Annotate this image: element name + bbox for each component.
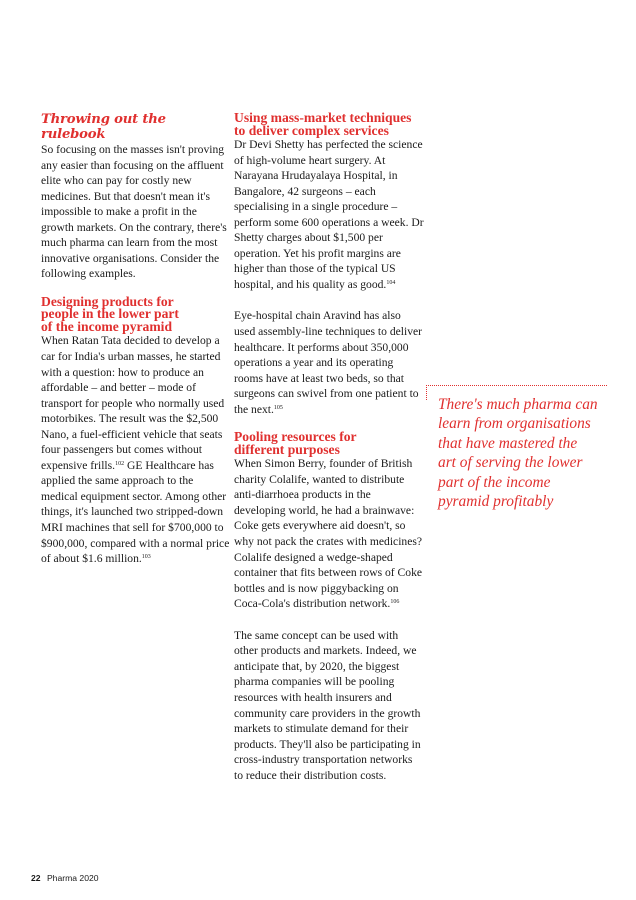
footnote-ref: 105 (273, 404, 283, 411)
pull-quote (438, 395, 636, 511)
section-heading-designing-products (41, 293, 231, 334)
section-heading-mass-market (234, 112, 424, 137)
paragraph-text: When Simon Berry, founder of British charity Colalife, wanted to distribute anti-diarrhoea products in the developing world, he had a brainwave: Coke gets everywhere aid doesn't, so why not pack the crates with medicines? Colalife designed a wedge-shaped container that fits between rows of Coke bottles and is now piggybacking on Coca-Cola's distribution network. (234, 457, 423, 611)
heading-line: different purposes (234, 441, 340, 457)
section-heading-pooling-resources (234, 431, 424, 456)
pull-quote-line: pyramid profitably (438, 493, 554, 511)
heading-line: Pooling resources for (234, 429, 357, 445)
paragraph (234, 308, 424, 417)
paragraph (41, 333, 231, 566)
paragraph: The same concept can be used with other products and markets. Indeed, we anticipate that, by 2020, the biggest pharma companies will be pooling resources with health insurers and community care providers in the growth markets to stimulate demand for their products. They'll also be participating in cross-industry transportation networks to reduce their distribution costs. (234, 628, 421, 782)
footnote-ref: 104 (386, 279, 396, 286)
footnote-ref: 102 (115, 460, 125, 467)
pull-quote-line: part of the income (438, 473, 551, 491)
section-heading-throwing-out: Throwing out the rulebook (41, 112, 166, 142)
paragraph-text: Eye-hospital chain Aravind has also used assembly-line techniques to deliver healthcare. It performs about 350,000 operations a year and its operating rooms have at least two beds, so that surgeons can swivel from one patient to the next. (234, 309, 423, 416)
heading-line: Designing products for (41, 293, 174, 309)
paragraph: So focusing on the masses isn't proving any easier than focusing on the affluent elite who can pay for costly new medicines. But that doesn't mean it's impossible to make a profit in the growth markets. On the contrary, there's much pharma can learn from the most innovative organisations. Consider the following examples. (41, 143, 227, 281)
heading-line: of the income pyramid (41, 318, 173, 334)
heading-line: people in the lower part (41, 306, 179, 322)
paragraph-text: Dr Devi Shetty has perfected the science of high-volume heart surgery. At Narayana Hrudayalaya Hospital, in Bangalore, 42 surgeons – each specialising in a single procedure – perform some 600 operations a week. Dr Shetty charges about $1,500 per operation. Yet his profit margins are higher than those of the typical US hospital, and his quality as good. (234, 138, 424, 291)
footnote-ref: 103 (141, 554, 151, 561)
paragraph-text: GE Healthcare has applied the same approach to the medical equipment sector. Among other things, it's launched two stripped-down MRI machines that sell for $700,000 to $900,000, compared with a normal price of about $1.6 million. (41, 458, 230, 566)
heading-line: Using mass-market techniques (234, 110, 412, 125)
pull-quote-line: that have mastered the (438, 434, 578, 452)
heading-line: to deliver complex services (234, 122, 389, 138)
middle-column (234, 112, 424, 783)
pull-quote-line: art of serving the lower (438, 454, 583, 472)
left-column (41, 112, 231, 567)
paragraph (234, 456, 424, 611)
paragraph-text: When Ratan Tata decided to develop a car for India's urban masses, he started with a question: how to produce an affordable – and better – mode of transport for people who normally used motorbikes. The result was the $2,500 Nano, a fuel-efficient vehicle that seats four passengers but comes without expensive frills. (41, 334, 225, 472)
pull-quote-line: There's much pharma can (438, 396, 598, 413)
footnote-ref: 106 (390, 599, 400, 606)
publication-title: Pharma 2020 (46, 873, 99, 883)
page-footer (31, 873, 99, 883)
pull-quote-line: learn from organisations (438, 415, 591, 433)
page-number: 22 (31, 873, 41, 883)
paragraph (234, 137, 424, 292)
